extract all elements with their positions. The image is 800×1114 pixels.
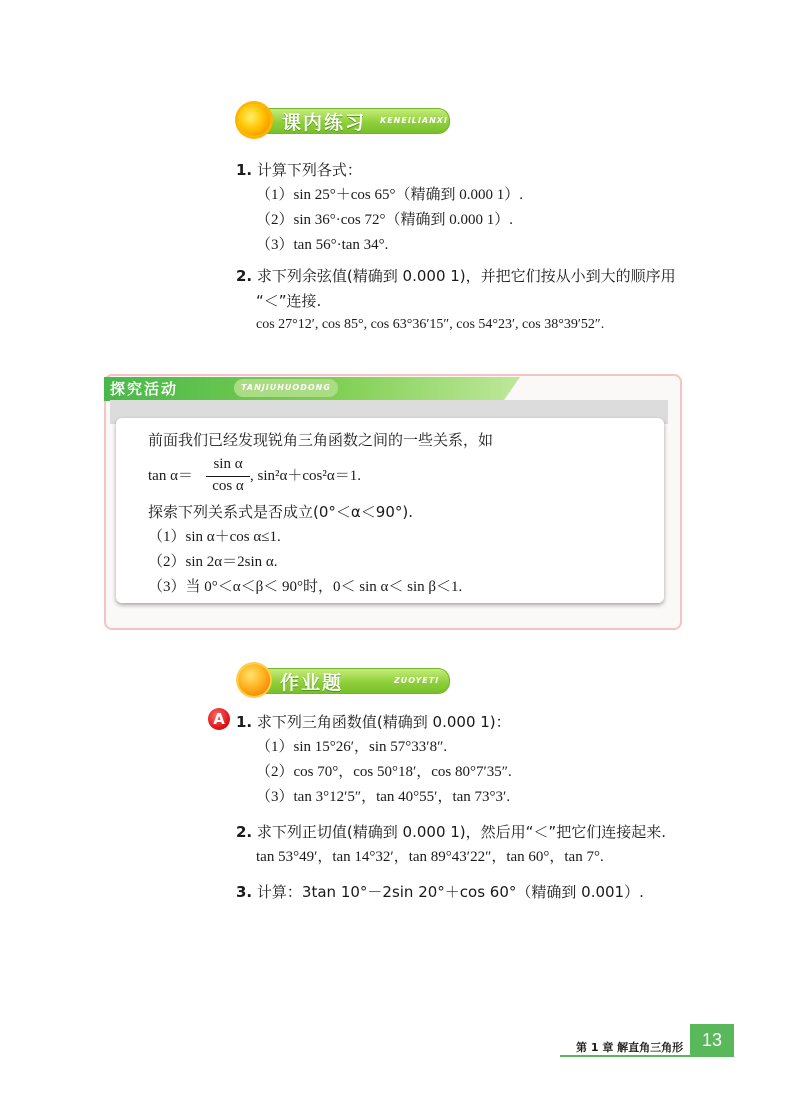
sun-icon (238, 104, 270, 136)
exercise-number: 2. (236, 267, 253, 285)
activity-item-2: （2）sin 2α＝2sin α. (148, 554, 278, 570)
section-title-practice: 课内练习 (282, 112, 367, 134)
exercise-prompt: 求下列正切值(精确到 0.000 1)，然后用“＜”把它们连接起来. (256, 823, 666, 841)
formula-right: , sin²α＋cos²α＝1. (250, 468, 361, 484)
section-subtitle-practice: KENEILIANXI (380, 116, 448, 125)
footer-rule (560, 1055, 734, 1057)
homework-1-item-1: （1）sin 15°26′，sin 57°33′8″. (256, 739, 448, 755)
exercise-prompt: 计算：3tan 10°－2sin 20°＋cos 60°（精确到 0.001）. (256, 883, 644, 901)
exercise-1-item-2: （2）sin 36°·cos 72°（精确到 0.000 1）. (256, 212, 513, 228)
page-number: 13 (690, 1024, 734, 1056)
formula-fraction (206, 456, 250, 496)
exercise-prompt: 求下列余弦值(精确到 0.000 1)，并把它们按从小到大的顺序用 (256, 267, 676, 285)
homework-1-item-3: （3）tan 3°12′5″，tan 40°55′，tan 73°3′. (256, 789, 511, 805)
exercise-number: 2. (236, 823, 253, 841)
chapter-footer: 第 1 章 解直角三角形 (576, 1041, 684, 1054)
homework-1 (236, 712, 511, 732)
homework-3 (236, 882, 644, 902)
exercise-1 (236, 160, 362, 180)
exercise-1-item-1: （1）sin 25°＋cos 65°（精确到 0.000 1）. (256, 187, 523, 203)
exercise-2 (236, 266, 676, 286)
fraction-denominator: cos α (212, 478, 244, 494)
activity-item-3: （3）当 0°＜α＜β＜ 90°时，0＜ sin α＜ sin β＜1. (148, 579, 463, 595)
homework-2-line-2: tan 53°49′，tan 14°32′，tan 89°43′22″，tan 60°，tan 7°. (256, 849, 604, 865)
homework-1-item-2: （2）cos 70°，cos 50°18′，cos 80°7′35″. (256, 764, 512, 780)
section-title-homework: 作业题 (280, 672, 344, 694)
activity-title: 探究活动 (110, 380, 179, 398)
activity-subtitle: TANJIUHUODONG (234, 379, 338, 397)
exercise-1-item-3: （3）tan 56°·tan 34°. (256, 237, 389, 253)
homework-2 (236, 822, 666, 842)
formula-left: tan α＝ (148, 468, 193, 484)
exercise-number: 1. (236, 161, 253, 179)
section-subtitle-homework: ZUOYETI (394, 676, 440, 685)
exercise-prompt: 计算下列各式： (256, 161, 362, 179)
fraction-bar (206, 476, 250, 477)
exercise-number: 3. (236, 883, 253, 901)
exercise-prompt: 求下列三角函数值(精确到 0.000 1)： (256, 713, 511, 731)
activity-item-1: （1）sin α＋cos α≤1. (148, 529, 281, 545)
fraction-numerator: sin α (213, 456, 243, 472)
activity-intro: 前面我们已经发现锐角三角函数之间的一些关系，如 (148, 431, 494, 449)
level-a-badge: A (208, 708, 230, 730)
orange-fruit-icon (238, 664, 270, 696)
exercise-number: 1. (236, 713, 253, 731)
exercise-2-line-3: cos 27°12′, cos 85°, cos 63°36′15″, cos 54°23′, cos 38°39′52″. (256, 317, 605, 332)
activity-task: 探索下列关系式是否成立(0°＜α＜90°). (148, 503, 413, 521)
exercise-2-line-2: “＜”连接. (256, 292, 322, 310)
